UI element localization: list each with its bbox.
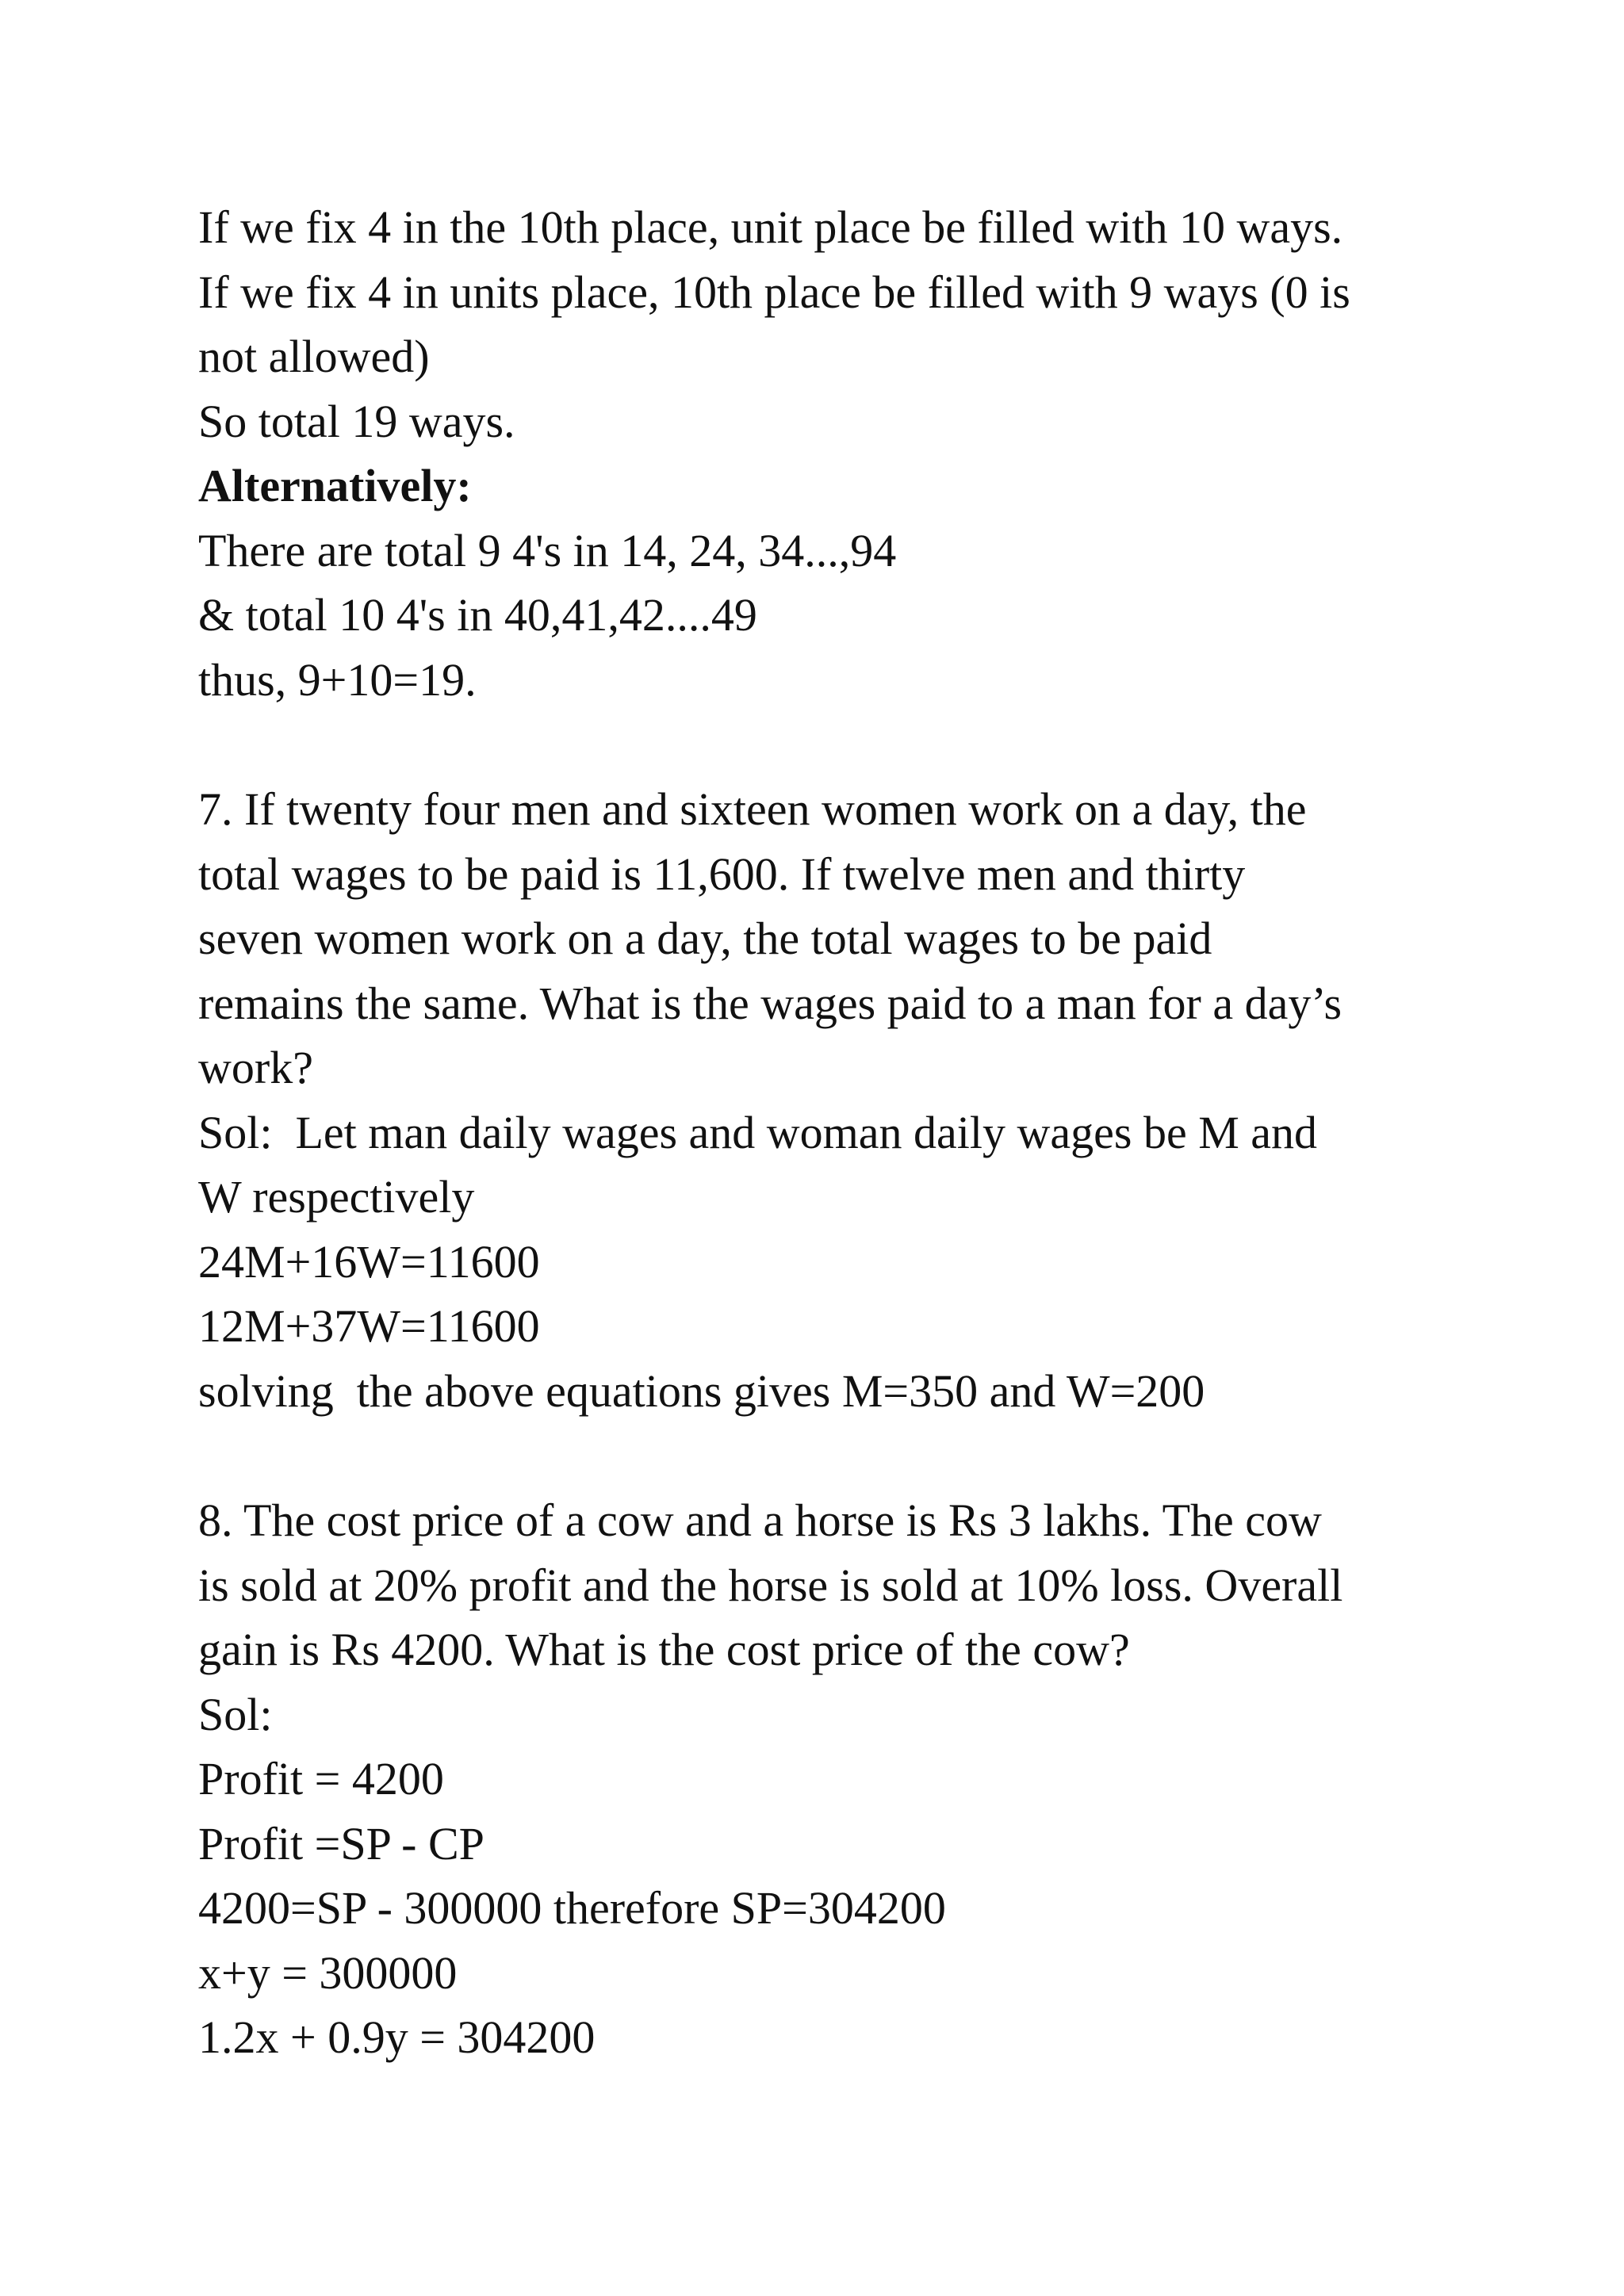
solution-line: Profit = 4200 bbox=[198, 1753, 444, 1804]
question-line: 7. If twenty four men and sixteen women work on a day, the bbox=[198, 783, 1307, 835]
solution-line: x+y = 300000 bbox=[198, 1946, 458, 1999]
question-line: gain is Rs 4200. What is the cost price of the cow? bbox=[198, 1624, 1130, 1675]
question-7 bbox=[198, 777, 1451, 1423]
text-line: If we fix 4 in the 10th place, unit place be filled with 10 ways. bbox=[198, 201, 1343, 253]
text-line: not allowed) bbox=[198, 331, 430, 382]
text-line: So total 19 ways. bbox=[198, 395, 515, 447]
solution-line: 12M+37W=11600 bbox=[198, 1300, 540, 1352]
question-8 bbox=[198, 1488, 1451, 2070]
question-line: remains the same. What is the wages paid to a man for a day’s bbox=[198, 977, 1342, 1029]
question-line: total wages to be paid is 11,600. If twelve men and thirty bbox=[198, 848, 1246, 900]
paragraph-spacer bbox=[198, 712, 1451, 777]
solution-line: Profit =SP - CP bbox=[198, 1817, 485, 1869]
solution-line: 24M+16W=11600 bbox=[198, 1235, 540, 1288]
solution-line: W respectively bbox=[198, 1171, 475, 1223]
solution-line: Sol: bbox=[198, 1688, 273, 1740]
question-line: seven women work on a day, the total wages to be paid bbox=[198, 913, 1212, 964]
solution-line: 4200=SP - 300000 therefore SP=304200 bbox=[198, 1882, 946, 1934]
solution-line: Sol: Let man daily wages and woman daily wages be M and bbox=[198, 1106, 1318, 1158]
text-line: There are total 9 4's in 14, 24, 34...,94 bbox=[198, 524, 897, 576]
intro-section bbox=[198, 195, 1451, 712]
solution-line: solving the above equations gives M=350 and W=200 bbox=[198, 1364, 1205, 1417]
question-line: is sold at 20% profit and the horse is sold at 10% loss. Overall bbox=[198, 1559, 1343, 1611]
question-line: work? bbox=[198, 1042, 313, 1093]
text-line: thus, 9+10=19. bbox=[198, 653, 477, 706]
text-line: If we fix 4 in units place, 10th place be filled with 9 ways (0 is bbox=[198, 266, 1350, 318]
alternatively-heading: Alternatively: bbox=[198, 460, 472, 511]
question-line: 8. The cost price of a cow and a horse is Rs 3 lakhs. The cow bbox=[198, 1494, 1322, 1546]
text-line: & total 10 4's in 40,41,42....49 bbox=[198, 589, 757, 641]
paragraph-spacer bbox=[198, 1423, 1451, 1488]
document-page bbox=[198, 195, 1451, 2070]
solution-line: 1.2x + 0.9y = 304200 bbox=[198, 2011, 596, 2063]
